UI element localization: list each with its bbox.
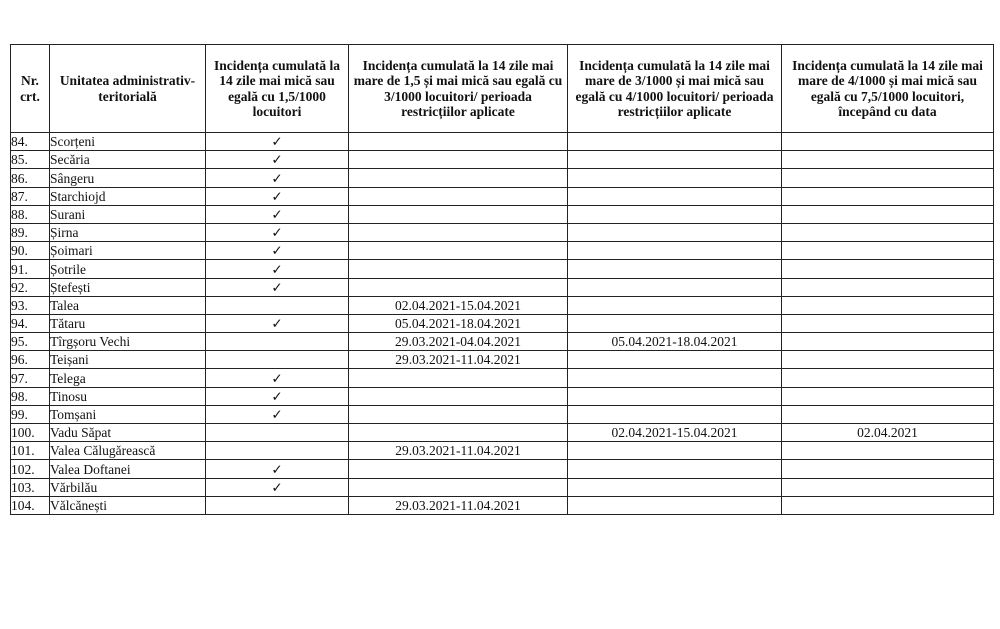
row-number: 84. [11,133,50,151]
incidence-2-period [349,478,568,496]
row-number: 92. [11,278,50,296]
table-row [11,478,994,496]
table-row [11,151,994,169]
table-row [11,278,994,296]
unit-name: Vălcănești [50,496,206,514]
incidence-1-check-icon [206,351,349,369]
incidence-4-date [782,478,994,496]
incidence-2-period [349,133,568,151]
row-number: 102. [11,460,50,478]
incidence-4-date [782,496,994,514]
incidence-2-period: 05.04.2021-18.04.2021 [349,314,568,332]
incidence-3-period [568,496,782,514]
incidence-2-period [349,169,568,187]
incidence-4-date [782,260,994,278]
incidence-4-date: 02.04.2021 [782,424,994,442]
row-number: 99. [11,405,50,423]
table-row [11,223,994,241]
incidence-2-period [349,223,568,241]
unit-name: Secăria [50,151,206,169]
row-number: 95. [11,333,50,351]
unit-name: Șirna [50,223,206,241]
incidence-3-period [568,133,782,151]
incidence-3-period: 02.04.2021-15.04.2021 [568,424,782,442]
table-row [11,387,994,405]
incidence-table [10,44,994,515]
incidence-4-date [782,314,994,332]
incidence-4-date [782,151,994,169]
incidence-4-date [782,351,994,369]
incidence-4-date [782,278,994,296]
incidence-3-period [568,387,782,405]
incidence-3-period [568,296,782,314]
row-number: 96. [11,351,50,369]
incidence-4-date [782,405,994,423]
incidence-1-check-icon [206,496,349,514]
incidence-2-period [349,260,568,278]
row-number: 101. [11,442,50,460]
incidence-1-check-icon: ✓ [206,460,349,478]
table-row [11,496,994,514]
incidence-3-period [568,278,782,296]
incidence-4-date [782,242,994,260]
unit-name: Vadu Săpat [50,424,206,442]
table-row [11,314,994,332]
table-row [11,260,994,278]
incidence-2-period [349,151,568,169]
incidence-2-period [349,187,568,205]
incidence-1-check-icon [206,296,349,314]
table-row [11,133,994,151]
incidence-2-period [349,205,568,223]
incidence-4-date [782,133,994,151]
row-number: 104. [11,496,50,514]
incidence-2-period [349,424,568,442]
incidence-2-period: 29.03.2021-11.04.2021 [349,351,568,369]
unit-name: Tîrgșoru Vechi [50,333,206,351]
incidence-1-check-icon: ✓ [206,133,349,151]
incidence-4-date [782,333,994,351]
header-incidence-4: Incidența cumulată la 14 zile mai mare de 4/1000 și mai mică sau egală cu 7,5/1000 locuitori, începând cu data [782,45,994,133]
incidence-2-period [349,387,568,405]
unit-name: Vărbilău [50,478,206,496]
incidence-4-date [782,387,994,405]
unit-name: Șotrile [50,260,206,278]
incidence-3-period [568,187,782,205]
incidence-3-period [568,260,782,278]
unit-name: Ștefești [50,278,206,296]
header-unit: Unitatea administrativ-teritorială [50,45,206,133]
table-row [11,296,994,314]
incidence-4-date [782,296,994,314]
table-row [11,351,994,369]
unit-name: Valea Călugărească [50,442,206,460]
incidence-1-check-icon [206,424,349,442]
row-number: 98. [11,387,50,405]
incidence-4-date [782,442,994,460]
incidence-1-check-icon: ✓ [206,260,349,278]
incidence-1-check-icon: ✓ [206,169,349,187]
incidence-3-period [568,369,782,387]
incidence-2-period: 29.03.2021-04.04.2021 [349,333,568,351]
incidence-3-period [568,442,782,460]
incidence-1-check-icon: ✓ [206,278,349,296]
incidence-3-period [568,314,782,332]
unit-name: Talea [50,296,206,314]
table-row [11,205,994,223]
incidence-3-period [568,151,782,169]
header-nr: Nr. crt. [11,45,50,133]
row-number: 86. [11,169,50,187]
incidence-2-period: 29.03.2021-11.04.2021 [349,496,568,514]
incidence-1-check-icon: ✓ [206,314,349,332]
table-row [11,405,994,423]
row-number: 97. [11,369,50,387]
incidence-4-date [782,205,994,223]
unit-name: Tinosu [50,387,206,405]
incidence-2-period: 02.04.2021-15.04.2021 [349,296,568,314]
table-row [11,424,994,442]
incidence-2-period [349,405,568,423]
incidence-1-check-icon: ✓ [206,242,349,260]
row-number: 93. [11,296,50,314]
row-number: 100. [11,424,50,442]
incidence-3-period: 05.04.2021-18.04.2021 [568,333,782,351]
incidence-3-period [568,242,782,260]
incidence-1-check-icon [206,442,349,460]
unit-name: Șoimari [50,242,206,260]
table-row [11,187,994,205]
unit-name: Scorțeni [50,133,206,151]
header-incidence-1: Incidența cumulată la 14 zile mai mică sau egală cu 1,5/1000 locuitori [206,45,349,133]
incidence-4-date [782,223,994,241]
row-number: 85. [11,151,50,169]
incidence-2-period [349,460,568,478]
incidence-1-check-icon: ✓ [206,369,349,387]
table-row [11,333,994,351]
row-number: 89. [11,223,50,241]
incidence-1-check-icon: ✓ [206,478,349,496]
unit-name: Tătaru [50,314,206,332]
row-number: 91. [11,260,50,278]
table-row [11,169,994,187]
unit-name: Surani [50,205,206,223]
row-number: 103. [11,478,50,496]
incidence-4-date [782,169,994,187]
header-incidence-3: Incidența cumulată la 14 zile mai mare de 3/1000 și mai mică sau egală cu 4/1000 locuitori/ perioada restricțiilor aplicate [568,45,782,133]
incidence-2-period [349,369,568,387]
table-row [11,442,994,460]
header-row [11,45,994,133]
unit-name: Sângeru [50,169,206,187]
incidence-4-date [782,460,994,478]
incidence-3-period [568,478,782,496]
unit-name: Valea Doftanei [50,460,206,478]
table-row [11,460,994,478]
incidence-1-check-icon: ✓ [206,187,349,205]
incidence-1-check-icon: ✓ [206,387,349,405]
row-number: 90. [11,242,50,260]
incidence-1-check-icon: ✓ [206,151,349,169]
table-row [11,369,994,387]
incidence-1-check-icon: ✓ [206,205,349,223]
unit-name: Telega [50,369,206,387]
incidence-3-period [568,405,782,423]
unit-name: Tomșani [50,405,206,423]
incidence-2-period [349,242,568,260]
incidence-2-period: 29.03.2021-11.04.2021 [349,442,568,460]
row-number: 87. [11,187,50,205]
header-incidence-2: Incidența cumulată la 14 zile mai mare de 1,5 și mai mică sau egală cu 3/1000 locuitori/ perioada restricțiilor aplicate [349,45,568,133]
incidence-1-check-icon: ✓ [206,405,349,423]
unit-name: Starchiojd [50,187,206,205]
table-body [11,133,994,515]
incidence-3-period [568,205,782,223]
incidence-3-period [568,460,782,478]
row-number: 88. [11,205,50,223]
incidence-3-period [568,351,782,369]
unit-name: Teișani [50,351,206,369]
incidence-3-period [568,223,782,241]
row-number: 94. [11,314,50,332]
incidence-1-check-icon [206,333,349,351]
incidence-2-period [349,278,568,296]
table-row [11,242,994,260]
incidence-4-date [782,187,994,205]
incidence-3-period [568,169,782,187]
incidence-4-date [782,369,994,387]
incidence-1-check-icon: ✓ [206,223,349,241]
